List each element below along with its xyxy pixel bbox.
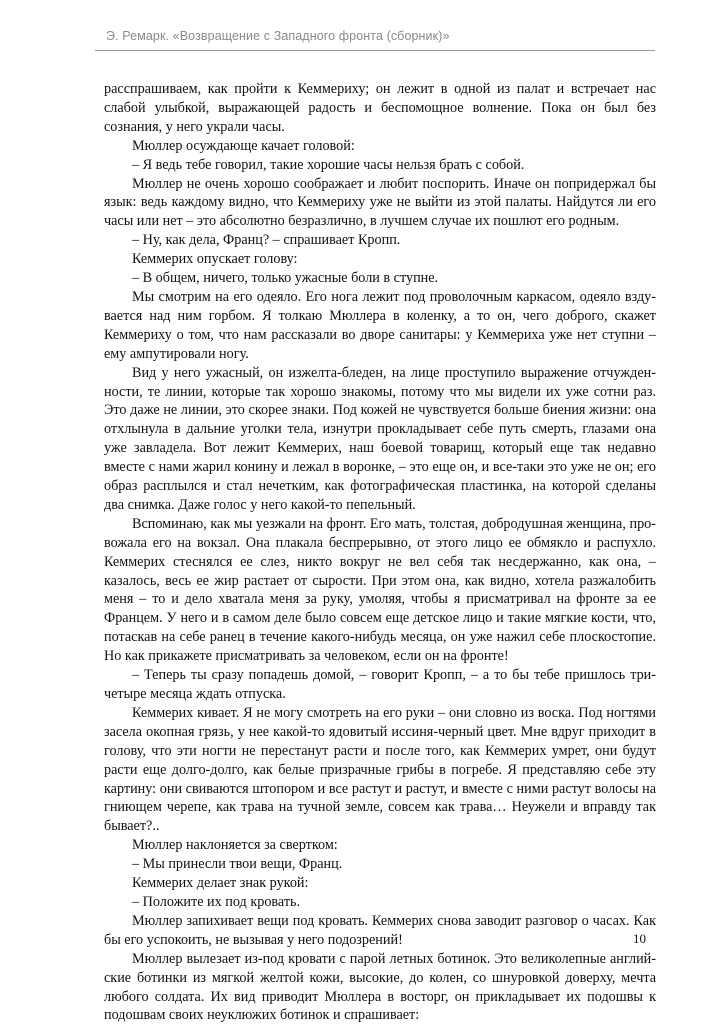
paragraph: – Ну, как дела, Франц? – спрашивает Кропп.	[132, 232, 401, 249]
paragraph: – Теперь ты сразу попадешь домой, – говорит Кропп, – а то бы тебе пришлось тричетыре месяца ждать отпуска.	[104, 667, 656, 702]
paragraph: Вид у него ужасный, он изжелта-бледен, на лице проступило выражение отчужденности, те линии, которые так хорошо знакомы, потому что мы видели их уже сотни раз. Это даже не линии, это скорее знаки. Под кожей не чувствуется больше биения жизни: она отхлынула в дальние уголки тела, изнутри прокладывает себе путь смерть, глазами она уже завладела. Вот лежит Кеммерих, наш боевой товарищ, который еще так недавно вместе с нами жарил конину и лежал в воронке, – это еще он, и все-таки это уже не он; его образ расплылся и стал нечетким, как фотографическая пластинка, на которой сделаны два снимка. Даже голос у него какой-то пепельный.	[104, 364, 656, 513]
paragraph: Кеммерих опускает голову:	[132, 251, 298, 268]
paragraph: – Положите их под кровать.	[132, 893, 301, 910]
paragraph: Мюллер запихивает вещи под кровать. Кеммерих снова заводит разговор о часах. Как бы его успокоить, не вызывая у него подозрений!	[104, 912, 656, 948]
paragraph: Мюллер наклоняется за свертком:	[132, 837, 338, 854]
paragraph: расспрашиваем, как пройти к Кеммериху; он лежит в одной из палат и встречает нас слабой улыбкой, выражающей радость и беспомощное волнение. Пока он был без сознания, у него украли часы.	[104, 81, 656, 135]
paragraph: – В общем, ничего, только ужасные боли в ступне.	[132, 270, 439, 287]
paragraph: Кеммерих делает знак рукой:	[132, 875, 309, 892]
header-divider	[95, 50, 655, 51]
paragraph: Кеммерих кивает. Я не могу смотреть на его руки – они словно из воска. Под ногтями засела окопная грязь, у нее какой-то ядовитый иссиня-черный цвет. Мне вдруг приходит в голову, что эти ногти не перестанут расти и после того, как Кеммерих умрет, они будут расти еще долго-долго, как белые призрачные грибы в погребе. Я представляю себе эту картину: они свиваются штопором и все растут и растут, и вместе с ними растут волосы на гниющем черепе, как трава на тучной земле, совсем как трава… Неужели и вправду так бывает?..	[104, 704, 656, 835]
paragraph: Мюллер не очень хорошо соображает и любит поспорить. Иначе он попридержал бы язык: ведь каждому видно, что Кеммериху уже не выйти из этой палаты. Найдутся ли его часы или нет – это абсолютно безразлично, в лучшем случае их пошлют его родным.	[104, 175, 656, 230]
paragraph: Вспоминаю, как мы уезжали на фронт. Его мать, толстая, добродушная женщина, провожала его на вокзал. Она плакала беспрерывно, от этого лицо ее обмякло и распухло. Кеммерих стеснялся ее слез, никто вокруг не вел себя так несдержанно, как она, – казалось, весь ее жир растает от сырости. При этом она, как видно, хотела разжалобить меня – то и дело хватала меня за руку, умоляя, чтобы я присматривал на фронте за ее Францем. У него и в самом деле было совсем еще детское лицо и такие мягкие кости, что, потаскав на себе ранец в течение какого-нибудь месяца, он уже нажил себе плоскостопие. Но как прикажете присматривать за человеком, если он на фронте!	[104, 515, 656, 665]
page-body	[104, 80, 656, 1025]
page-number: 10	[633, 931, 646, 946]
running-header: Э. Ремарк. «Возвращение с Западного фронта (сборник)»	[106, 29, 450, 43]
paragraph: Мюллер осуждающе качает головой:	[132, 137, 355, 154]
paragraph: Мюллер вылезает из-под кровати с парой летных ботинок. Это великолепные английские ботинки из мягкой желтой кожи, высокие, до колен, со шнуровкой доверху, мечта любого солдата. Их вид приводит Мюллера в восторг, он прикладывает их подошвы к подошвам своих неуклюжих ботинок и спрашивает:	[104, 950, 656, 1024]
paragraph: Мы смотрим на его одеяло. Его нога лежит под проволочным каркасом, одеяло вздувается над ним горбом. Я толкаю Мюллера в коленку, а то он, чего доброго, скажет Кеммериху о том, что нам рассказали во дворе санитары: у Кеммериха уже нет ступни – ему ампутировали ногу.	[104, 288, 656, 362]
paragraph: – Мы принесли твои вещи, Франц.	[132, 856, 343, 873]
paragraph: – Я ведь тебе говорил, такие хорошие часы нельзя брать с собой.	[132, 156, 525, 173]
